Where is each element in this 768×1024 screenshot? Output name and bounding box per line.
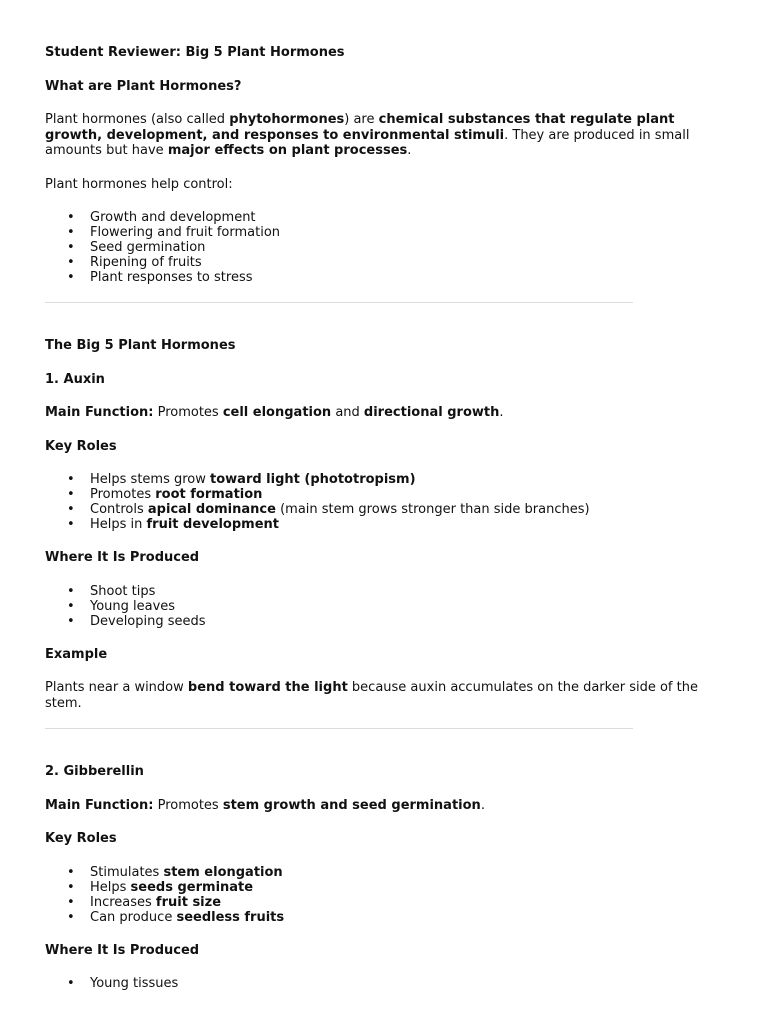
intro-bold-definition: chemical substances that regulate plant growth, development, and responses to environmental stimuli — [45, 112, 675, 143]
document-page — [45, 45, 735, 991]
list-item — [90, 895, 735, 910]
section-divider — [45, 302, 633, 303]
list-item: • Ripening of fruits — [90, 255, 735, 270]
list-item: • Developing seeds — [90, 614, 735, 629]
role-text: Controls — [90, 502, 148, 517]
gibberellin-where-produced-heading: Where It Is Produced — [45, 942, 200, 958]
role-text: Stimulates — [90, 864, 164, 880]
section-heading-big-5: The Big 5 Plant Hormones — [45, 338, 236, 353]
role-text-after: (main stem grows stronger than side branches) — [275, 502, 590, 517]
list-item — [90, 517, 735, 532]
auxin-main-text-1: Promotes — [153, 405, 223, 420]
auxin-key-roles-heading: Key Roles — [45, 438, 117, 454]
role-text: Helps — [90, 879, 131, 895]
list-item — [90, 880, 735, 895]
section-heading-what-are-plant-hormones: What are Plant Hormones? — [45, 78, 242, 94]
auxin-main-text-3: . — [499, 405, 504, 420]
list-item — [90, 910, 735, 925]
main-function-label: Main Function: — [45, 797, 154, 813]
hormone-heading-auxin: 1. Auxin — [45, 371, 105, 387]
intro-text-1: Plant hormones (also called — [45, 112, 230, 127]
list-item: • Young leaves — [90, 599, 735, 614]
intro-bold-major-effects: major effects on plant processes — [167, 143, 408, 158]
gibberellin-main-bold-1: stem growth and seed germination — [222, 797, 481, 813]
gibberellin-where-produced-list — [45, 976, 735, 991]
role-text: Helps in — [90, 517, 147, 532]
auxin-main-function — [45, 405, 735, 421]
list-item — [90, 502, 735, 517]
main-function-label: Main Function: — [45, 405, 154, 420]
gibberellin-main-function — [45, 798, 735, 814]
example-bold: bend toward the light — [187, 680, 348, 695]
auxin-main-bold-2: directional growth — [363, 405, 500, 420]
intro-bold-phytohormones: phytohormones — [229, 112, 345, 127]
role-text: Can produce — [90, 909, 177, 925]
document-title: Student Reviewer: Big 5 Plant Hormones — [45, 45, 345, 60]
list-item: • Young tissues — [90, 976, 735, 991]
intro-text-4: . — [407, 143, 412, 158]
intro-text-3: . They are produced in small amounts but have — [45, 127, 690, 158]
list-item: • Flowering and fruit formation — [90, 225, 735, 240]
intro-paragraph — [45, 112, 735, 159]
auxin-example-text — [45, 680, 735, 711]
role-bold: root formation — [155, 487, 263, 502]
list-item — [90, 472, 735, 487]
auxin-main-text-2: and — [331, 405, 364, 420]
auxin-where-produced-heading: Where It Is Produced — [45, 550, 200, 565]
role-bold: seeds germinate — [130, 879, 254, 895]
role-bold: fruit size — [155, 894, 222, 910]
auxin-key-roles-list — [45, 472, 735, 532]
gibberellin-main-text-1: Promotes — [153, 797, 223, 813]
intro-text-2: ) are — [344, 112, 379, 127]
role-text: Increases — [90, 894, 156, 910]
example-text-2: because auxin accumulates on the darker side of the stem. — [45, 680, 698, 711]
role-bold: stem elongation — [163, 864, 283, 880]
section-divider — [45, 728, 633, 729]
list-item: • Shoot tips — [90, 584, 735, 599]
gibberellin-key-roles-heading: Key Roles — [45, 831, 117, 846]
auxin-example-heading: Example — [45, 646, 108, 662]
role-text: Helps stems grow — [90, 472, 211, 487]
list-item: • Plant responses to stress — [90, 270, 735, 285]
role-bold: fruit development — [146, 517, 279, 532]
gibberellin-main-text-2: . — [480, 797, 485, 813]
list-item — [90, 865, 735, 880]
list-item: • Growth and development — [90, 210, 735, 225]
list-item — [90, 487, 735, 502]
role-bold: toward light (phototropism) — [210, 472, 416, 487]
example-text-1: Plants near a window — [45, 680, 188, 695]
gibberellin-key-roles-list — [45, 865, 735, 925]
role-bold: apical dominance — [147, 502, 276, 517]
list-item: • Seed germination — [90, 240, 735, 255]
help-control-list — [45, 210, 735, 285]
auxin-main-bold-1: cell elongation — [222, 405, 332, 420]
auxin-where-produced-list — [45, 584, 735, 629]
hormone-heading-gibberellin: 2. Gibberellin — [45, 764, 144, 779]
role-text: Promotes — [90, 487, 156, 502]
help-control-label: Plant hormones help control: — [45, 176, 233, 192]
role-bold: seedless fruits — [176, 909, 285, 925]
